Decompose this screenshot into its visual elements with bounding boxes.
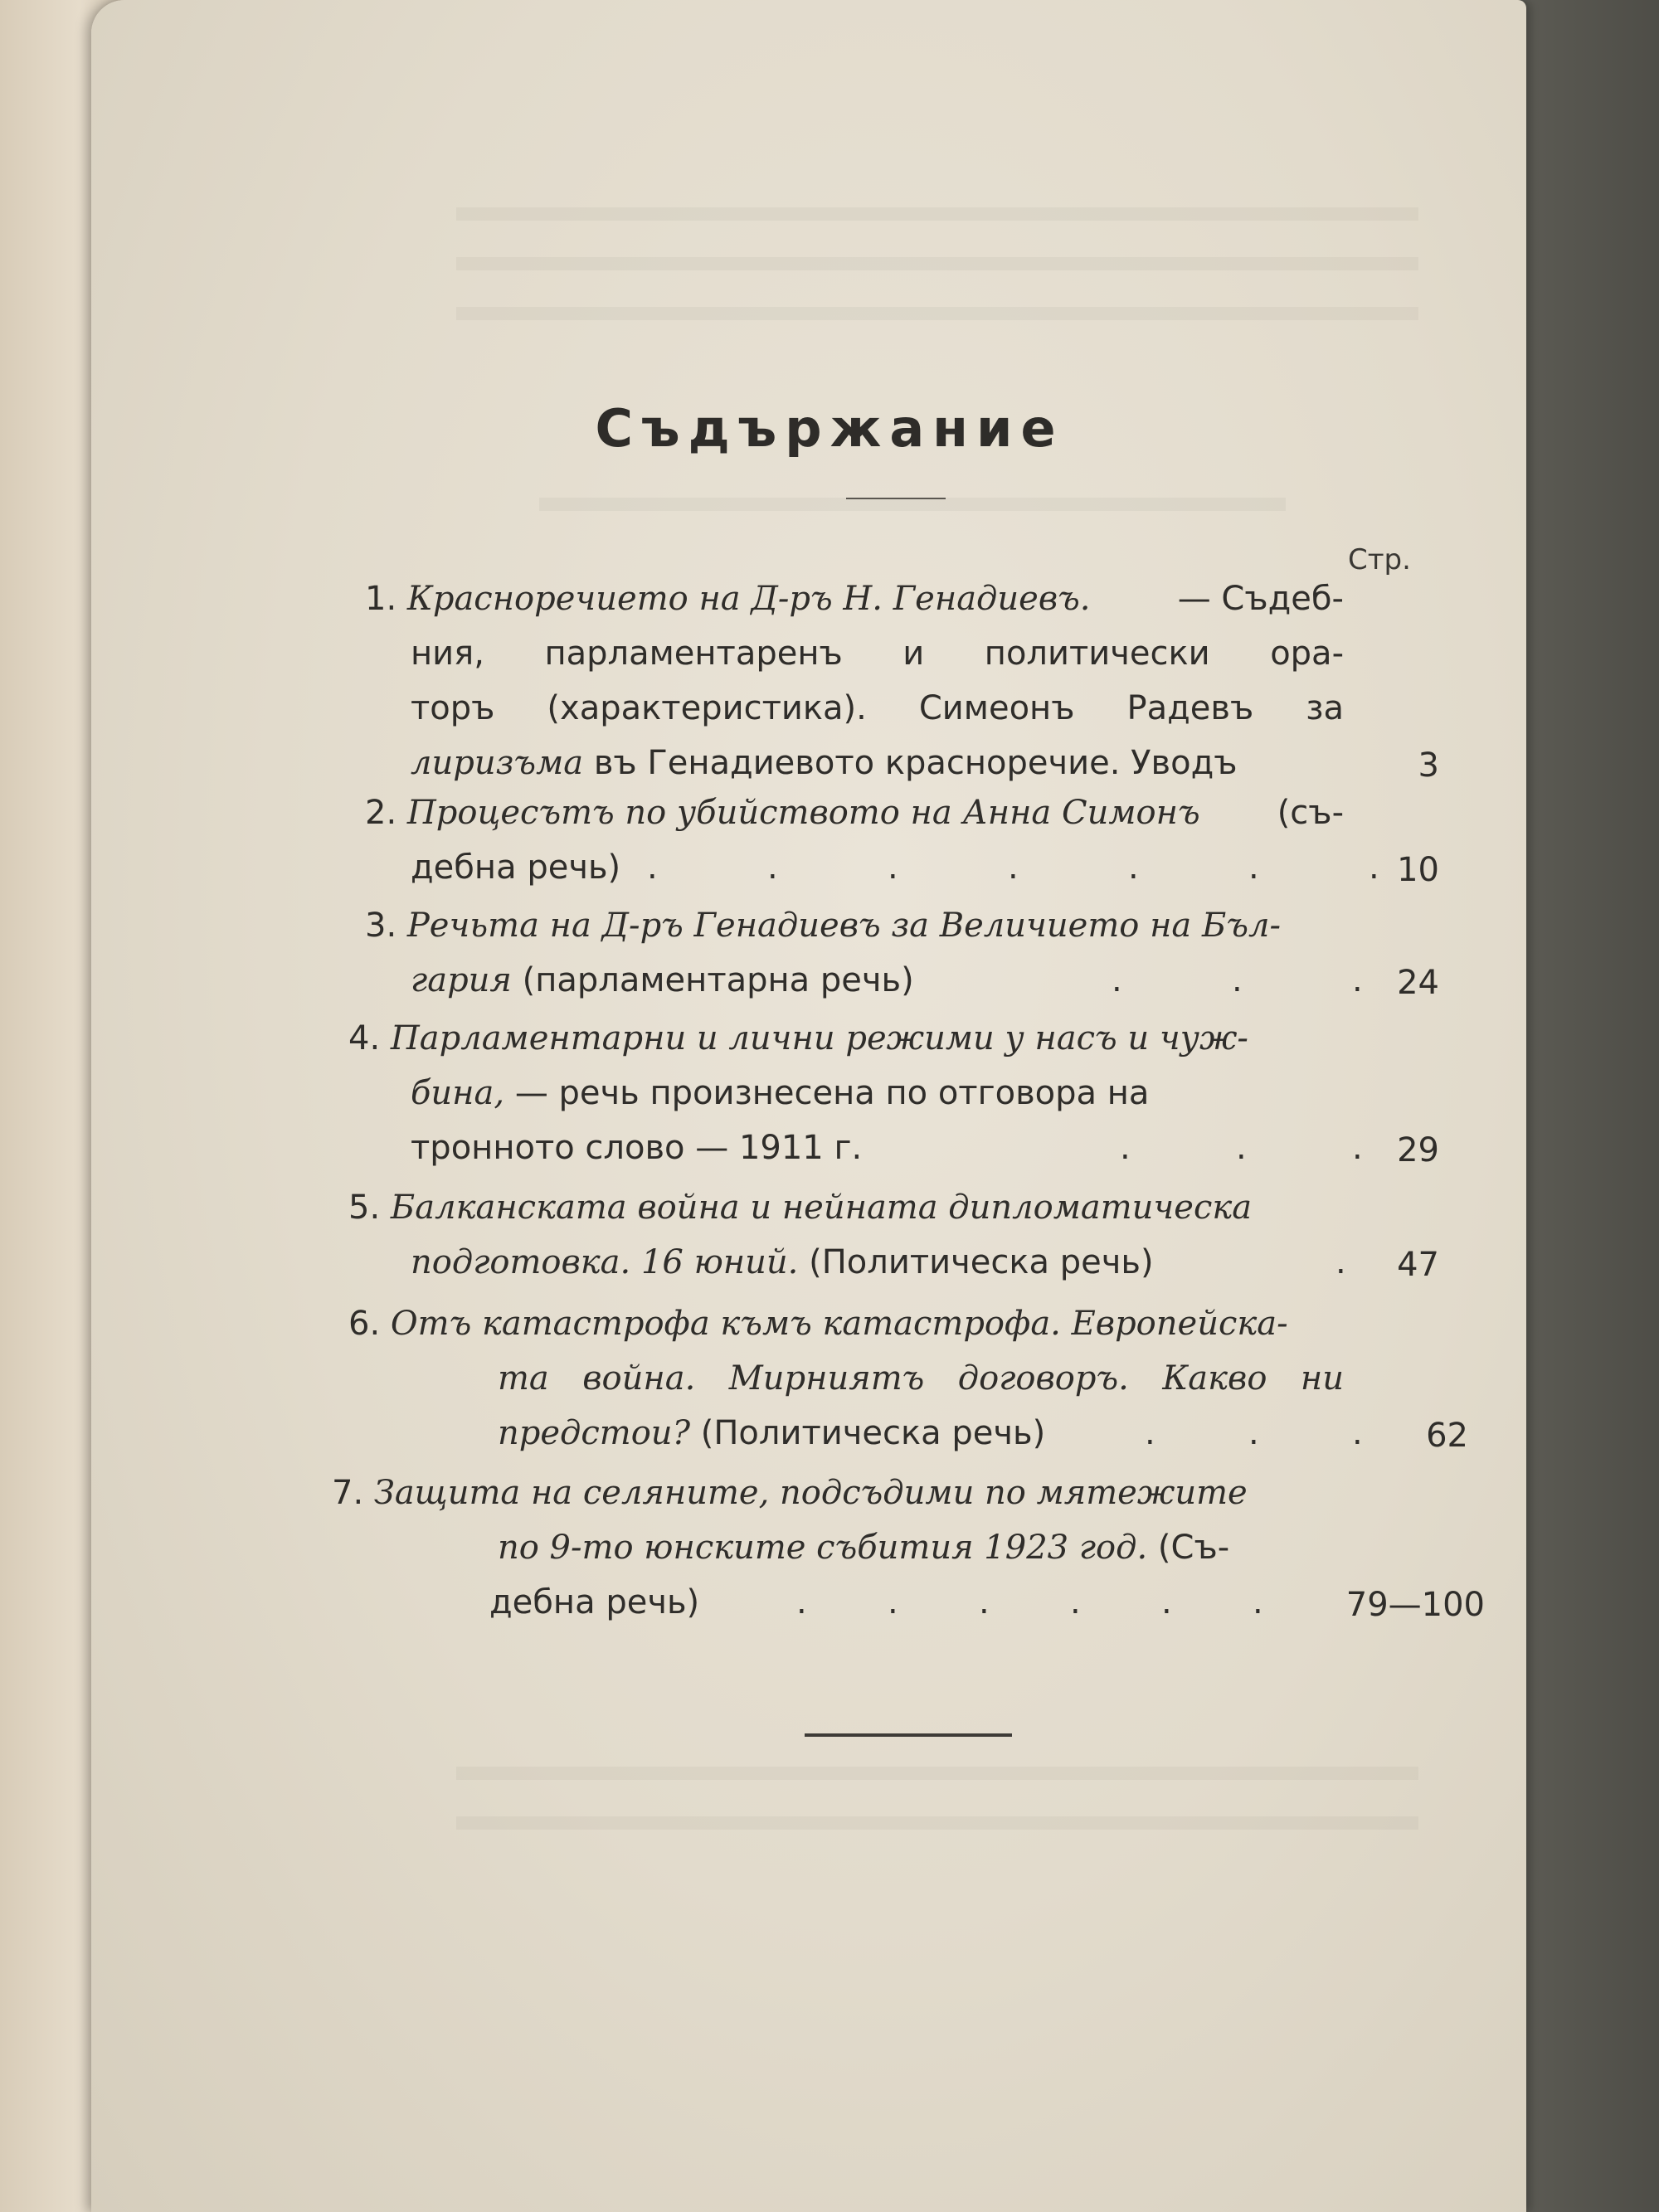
entry-text: ния, парламентаренъ и политически ора- (411, 634, 1344, 673)
entry-number: 4. (348, 1019, 381, 1057)
entry-number: 1. (365, 580, 397, 618)
entry-number: 5. (348, 1189, 381, 1227)
leader-dots: . . . (1145, 1414, 1363, 1452)
entry-title: Процесътъ по убийството на Анна Симонъ (406, 794, 1200, 832)
entry-text: въ Генадиевото красноречие. Уводъ (593, 744, 1238, 782)
entry-title: та война. Мирниятъ договоръ. Какво ни (498, 1359, 1344, 1398)
page-number: 47 (1397, 1246, 1439, 1284)
leader-dots: . . . (1120, 1129, 1363, 1167)
entry-title: Парламентарни и лични режими у насъ и чуж- (390, 1019, 1248, 1057)
entry-title: бина, (411, 1074, 505, 1112)
entry-title: Речьта на Д-ръ Генадиевъ за Величието на Бъл- (406, 907, 1282, 945)
entry-text: (съ- (1277, 794, 1344, 832)
entry-title: подготовка. 16 юний. (411, 1243, 799, 1281)
leader-dots: . (1335, 1243, 1346, 1281)
page-number: 10 (1397, 851, 1439, 889)
entry-text: (парламентарна речь) (522, 961, 914, 999)
entry-title: по 9-то юнските събития 1923 год. (498, 1529, 1148, 1567)
entry-text: (Политическа речь) (809, 1243, 1154, 1281)
entry-number: 7. (332, 1474, 364, 1512)
entry-title: предстои? (498, 1414, 691, 1452)
entry-text: дебна речь) (411, 848, 621, 887)
entry-title: Отъ катастрофа къмъ катастрофа. Европейска- (390, 1305, 1288, 1343)
entry-number: 2. (365, 794, 397, 832)
page-number: 24 (1397, 964, 1439, 1002)
end-divider (805, 1733, 1012, 1737)
page-title: Съдържание (595, 398, 1064, 459)
entry-text: (Съ- (1157, 1529, 1230, 1567)
entry-text: дебна речь) (489, 1583, 700, 1621)
leader-dots: . . . . . . . (647, 848, 1379, 887)
page-number: 79—100 (1345, 1586, 1485, 1624)
entry-text: (Политическа речь) (700, 1414, 1046, 1452)
entry-title: Красноречието на Д-ръ Н. Генадиевъ. (406, 580, 1091, 618)
page-number: 3 (1418, 746, 1439, 785)
entry-text: — Съдеб- (1177, 580, 1344, 618)
page-column-label: Стр. (1348, 543, 1411, 576)
entry-text: — речь произнесена по отговора на (514, 1074, 1150, 1112)
leader-dots: . . . . . . (796, 1583, 1263, 1621)
entry-text: тронното слово — 1911 г. (411, 1129, 863, 1167)
page-number: 29 (1397, 1131, 1439, 1169)
entry-title: Балканската война и нейната дипломатическа (390, 1189, 1253, 1227)
entry-title: гария (411, 961, 512, 999)
leader-dots: . . . (1112, 961, 1363, 999)
entry-title: Защита на селяните, подсъдими по мятежите (373, 1474, 1248, 1512)
entry-title: лиризъма (411, 744, 584, 782)
entry-number: 6. (348, 1305, 381, 1343)
entry-number: 3. (365, 907, 397, 945)
entry-text: торъ (характеристика). Симеонъ Радевъ за (411, 689, 1344, 727)
page-number: 62 (1426, 1417, 1468, 1455)
